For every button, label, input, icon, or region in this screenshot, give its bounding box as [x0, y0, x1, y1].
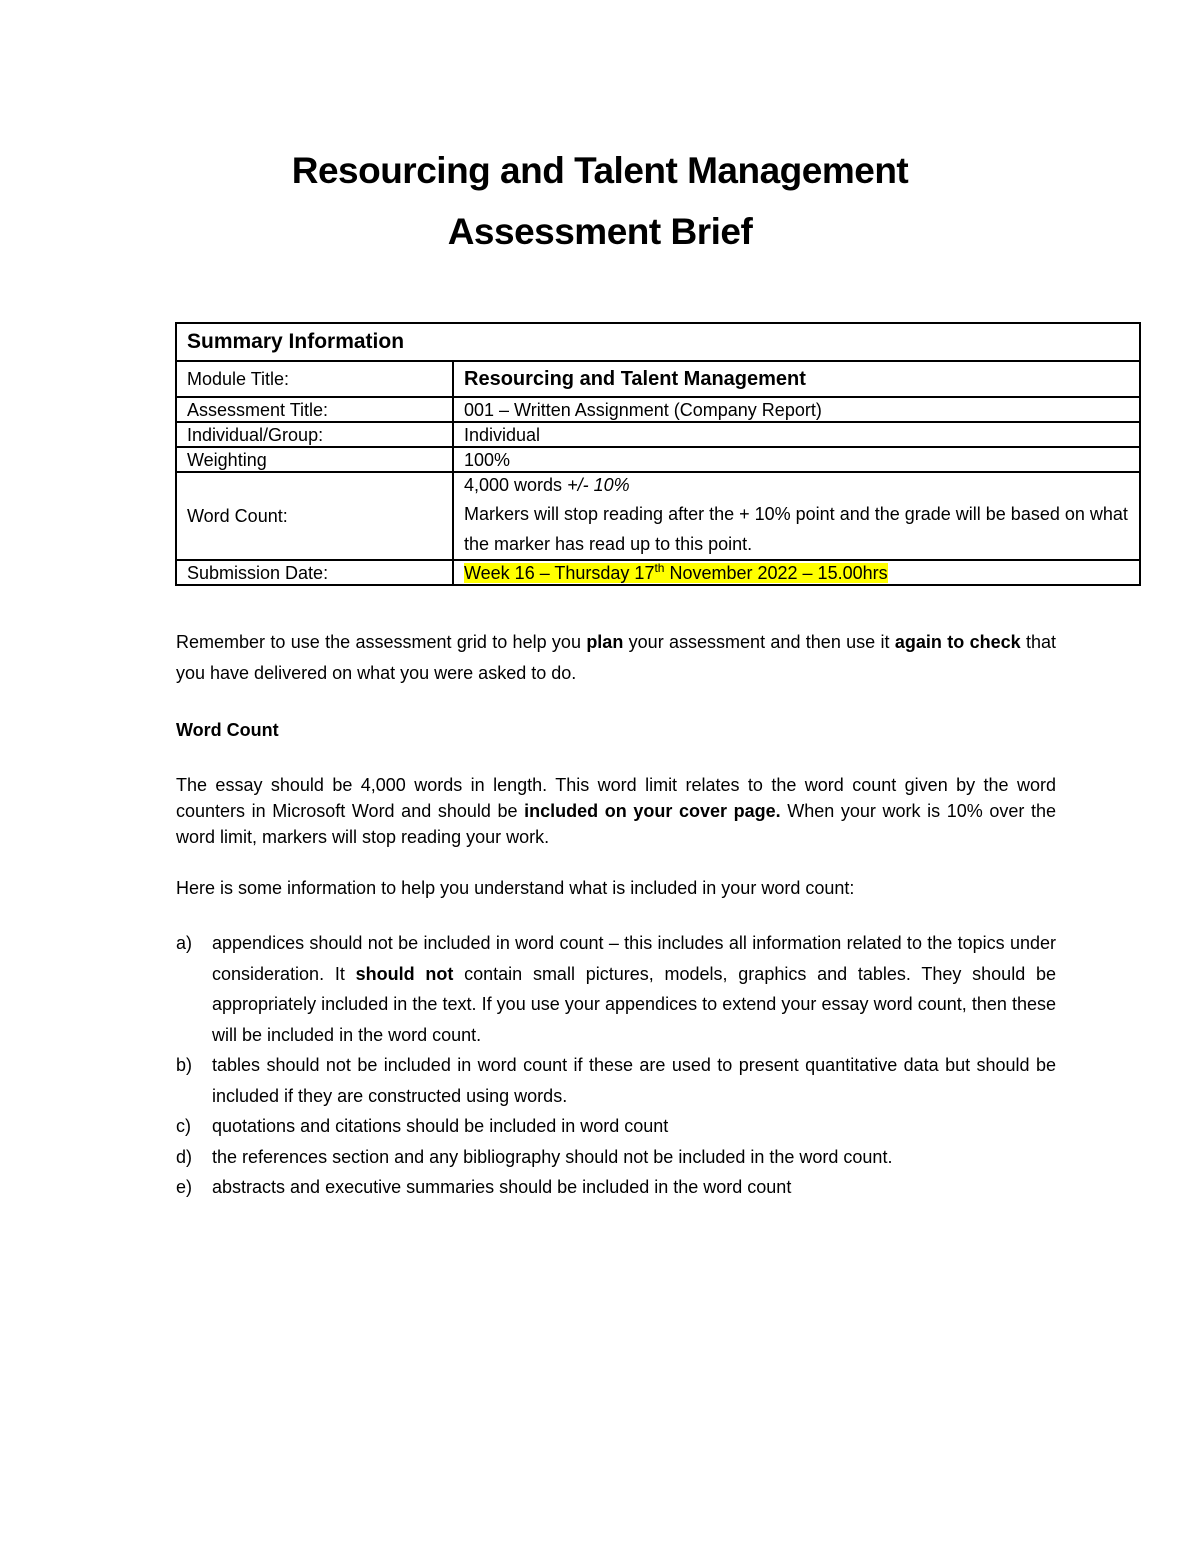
list-item: a) appendices should not be included in word count – this includes all information related to the topics under consideration. It should not contain small pictures, models, graphics and tables. They should be appropriately included in the text. If you use your appendices to extend your essay word count, then these will be included in the word count.: [176, 928, 1056, 1050]
summary-table: [175, 322, 1141, 586]
word-count-label: Word Count:: [176, 472, 453, 560]
weighting-value: 100%: [453, 447, 1140, 472]
individual-group-value: Individual: [453, 422, 1140, 447]
list-item: d) the references section and any bibliography should not be included in the word count.: [176, 1142, 1056, 1173]
info-intro: Here is some information to help you understand what is included in your word count:: [176, 878, 855, 898]
table-row: [176, 422, 1140, 447]
word-count-rules-list: [176, 928, 1056, 1203]
submission-date-value: [453, 560, 1140, 585]
module-title-label: Module Title:: [176, 361, 453, 397]
document-subtitle: Assessment Brief: [447, 211, 753, 252]
assessment-title-label: Assessment Title:: [176, 397, 453, 422]
submission-date-label: Submission Date:: [176, 560, 453, 585]
assessment-title-value: 001 – Written Assignment (Company Report): [453, 397, 1140, 422]
word-count-note: Markers will stop reading after the + 10% point and the grade will be based on what the marker has read up to this point.: [464, 504, 1128, 554]
list-marker: a): [176, 933, 193, 953]
word-count-main: 4,000 words +/- 10%: [464, 475, 630, 495]
submission-date-highlight: Week 16 – Thursday 17th November 2022 – 15.00hrs: [464, 560, 888, 583]
list-marker: c): [176, 1116, 191, 1136]
module-title-value: Resourcing and Talent Management: [453, 361, 1140, 397]
table-row: [176, 447, 1140, 472]
table-row: [176, 472, 1140, 560]
essay-paragraph: The essay should be 4,000 words in length. This word limit relates to the word count given by the word counters in Microsoft Word and should be included on your cover page. When your work is 10% over the word limit, markers will stop reading your work.: [176, 775, 1056, 847]
list-item: c) quotations and citations should be included in word count: [176, 1111, 1056, 1142]
individual-group-label: Individual/Group:: [176, 422, 453, 447]
table-row: [176, 560, 1140, 585]
summary-header: Summary Information: [176, 323, 1140, 361]
word-count-value: [453, 472, 1140, 560]
remember-paragraph: Remember to use the assessment grid to help you plan your assessment and then use it again to check that you have delivered on what you were asked to do.: [176, 632, 1056, 683]
word-count-tolerance: +/- 10%: [567, 475, 630, 495]
list-marker: b): [176, 1055, 193, 1075]
summary-header-row: [176, 323, 1140, 361]
list-item: e) abstracts and executive summaries should be included in the word count: [176, 1172, 1056, 1203]
list-item: b) tables should not be included in word count if these are used to present quantitative data but should be included if they are constructed using words.: [176, 1050, 1056, 1111]
weighting-label: Weighting: [176, 447, 453, 472]
list-marker: d): [176, 1146, 193, 1167]
table-row: [176, 361, 1140, 397]
document-title: Resourcing and Talent Management: [291, 150, 909, 191]
list-marker: e): [176, 1177, 193, 1197]
table-row: [176, 397, 1140, 422]
word-count-heading: Word Count: [176, 720, 279, 740]
